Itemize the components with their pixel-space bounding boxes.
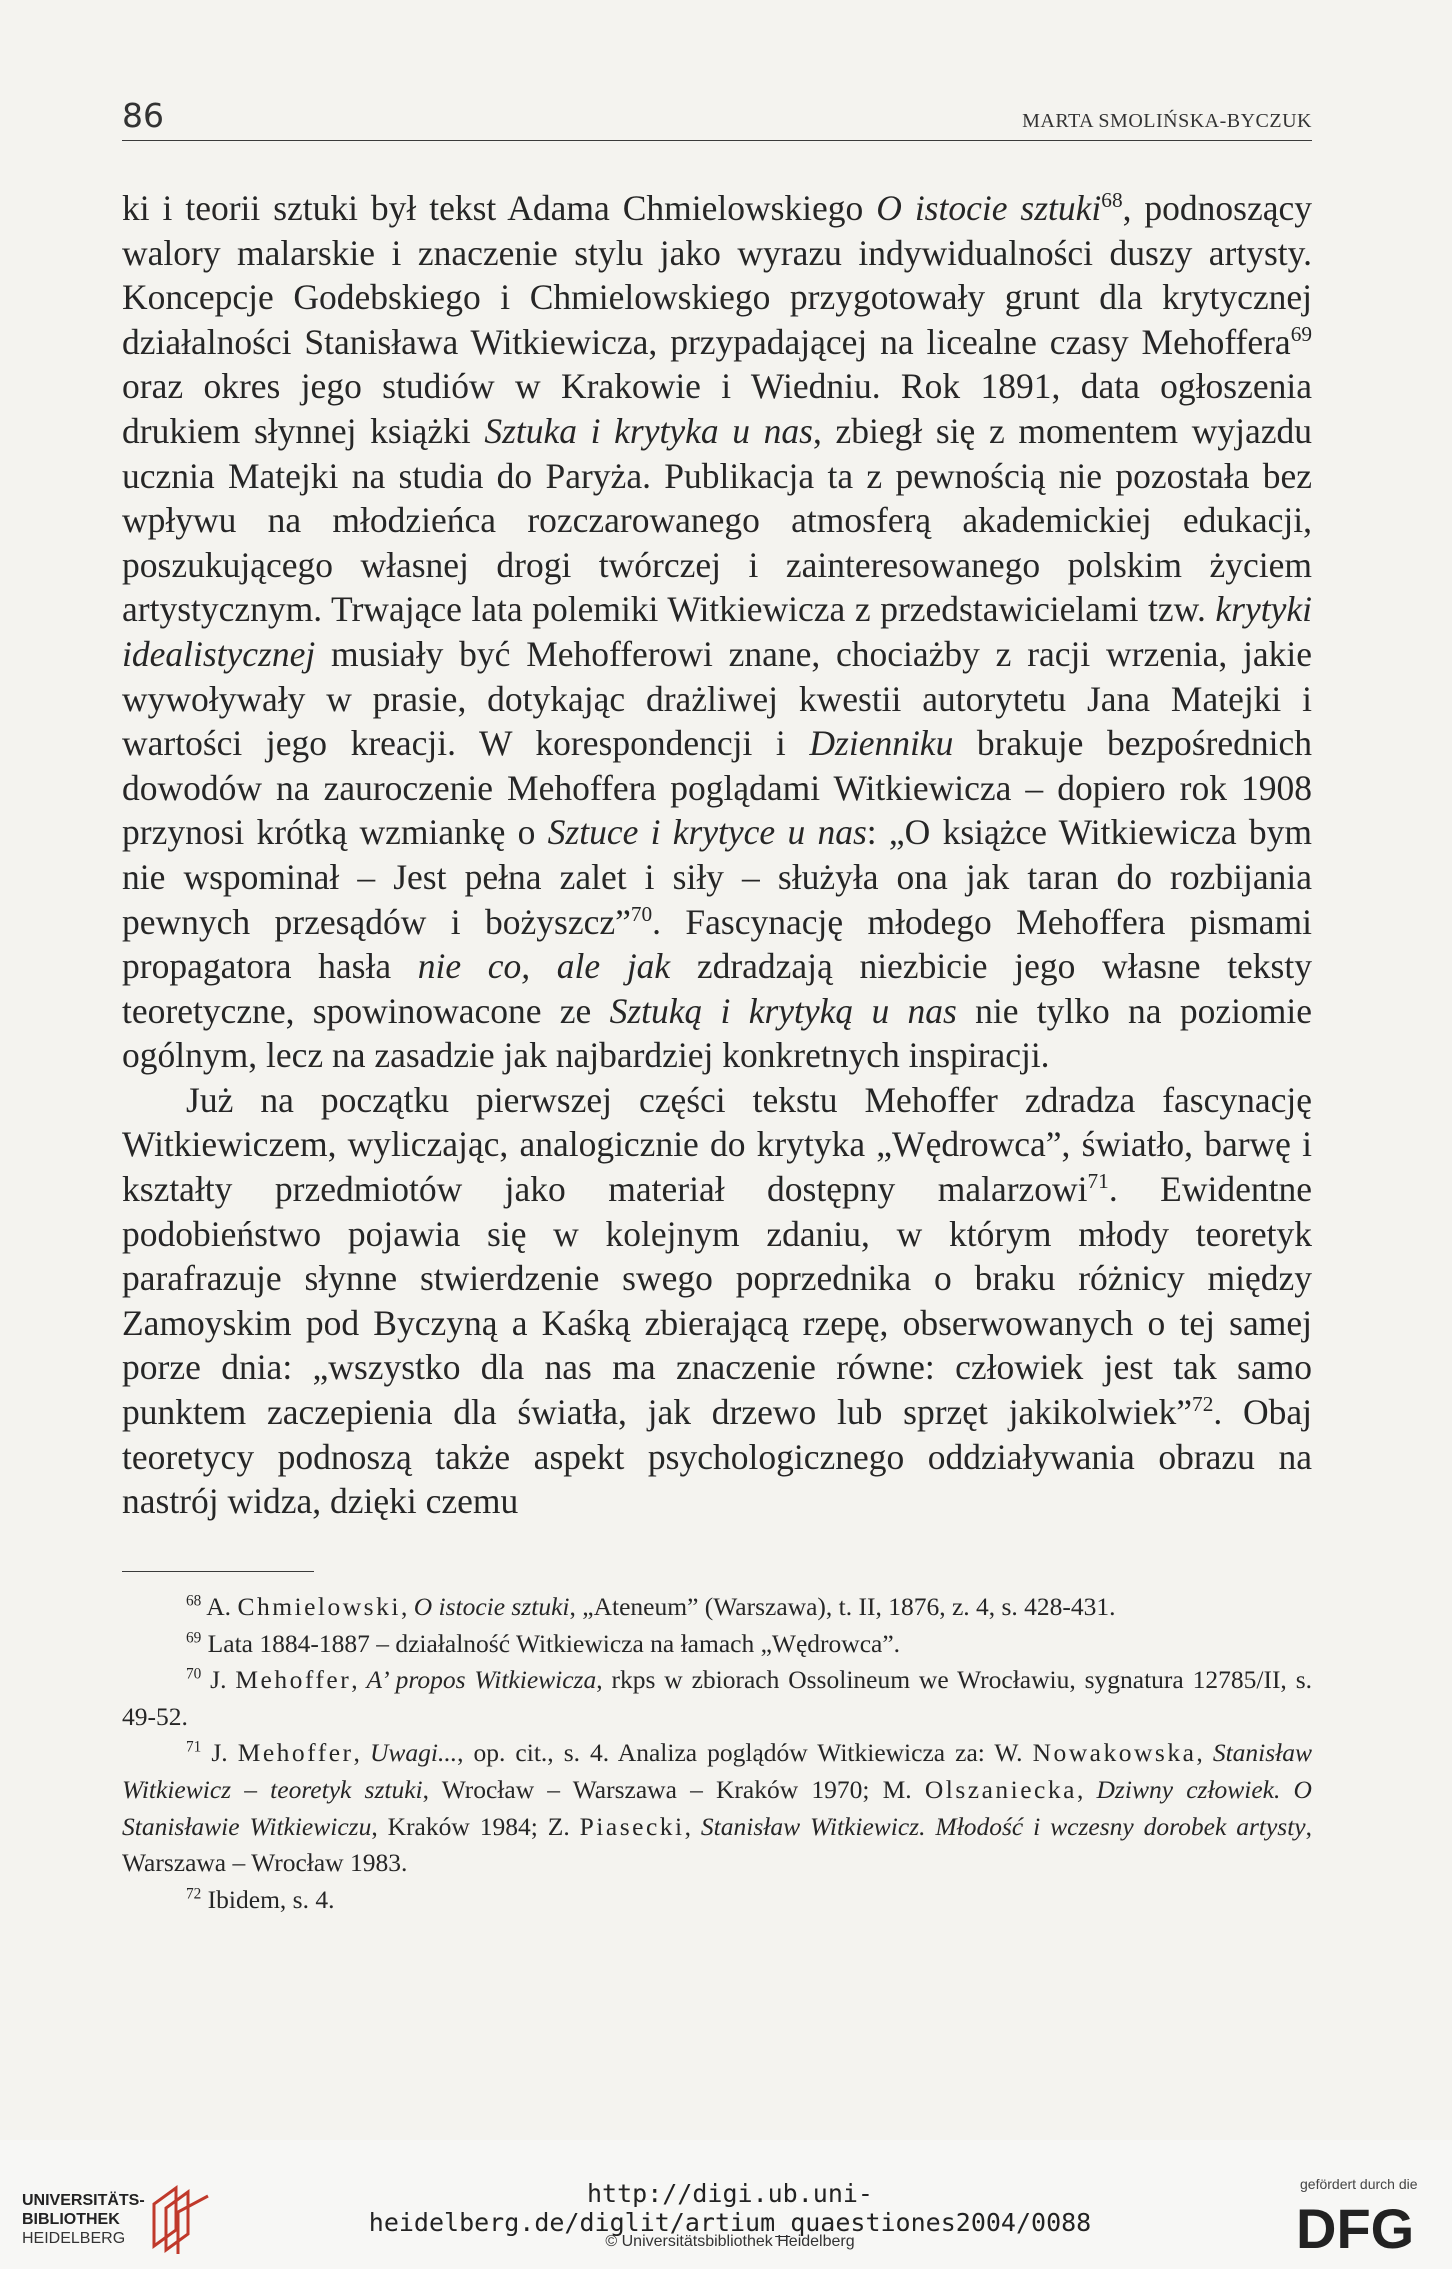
footnote-ref-72[interactable]: 72 [1192, 1392, 1214, 1417]
library-name: UNIVERSITÄTS- BIBLIOTHEK HEIDELBERG [22, 2192, 145, 2247]
library-logo-icon [146, 2176, 216, 2256]
footnote-69: $^{69}$ Lata 1884-1887 – działalność Witkiewicza na łamach „Wędrowca”. [186, 1628, 901, 1658]
funding-label: gefördert durch die [1300, 2176, 1418, 2192]
paragraph-1: ki i teorii sztuki był tekst Adama Chmielowskiego O istocie sztuki$^{68}$, podnoszący walory malarskie i znaczenie stylu jako wyrazu indywidualności duszy artysty. Koncepcje Godebskiego i Chmielowskiego przygotowały grunt dla krytycznej działalności Stanisława Witkiewicza, przypadającej na licealne czasy Mehoffera$^{69}$ oraz okres jego studiów w Krakowie i Wiedniu. Rok 1891, data ogłoszenia drukiem słynnej książki Sztuka i krytyka u nas, zbiegł się z momentem wyjazdu ucznia Matejki na studia do Paryża. Publikacja ta z pewnością nie pozostała bez wpływu na młodzieńca rozczarowanego atmosferą akademickiej edukacji, poszukującego własnej drogi twórczej i zainteresowanego polskim życiem artystycznym. Trwające lata polemiki Witkiewicza z przedstawicielami tzw. krytyki idealistycznej musiały być Mehofferowi znane, chociażby z racji wrzenia, jakie wywoływały w prasie, dotykając drażliwej kwestii autorytetu Jana Matejki i wartości jego kreacji. W korespondencji i Dzienniku brakuje bezpośrednich dowodów na zauroczenie Mehoffera poglądami Witkiewicza – dopiero rok 1908 przynosi krótką wzmiankę o Sztuce i krytyce u nas: „O książce Witkiewicza bym nie wspominał – Jest pełna zalet i siły – służyła ona jak taran do rozbijania pewnych przesądów i bożyszcz”$^{70}$. Fascynację młodego Mehoffera pismami propagatora hasła nie co, ale jak zdradzają niezbicie jego własne teksty teoretyczne, spowinowacone ze Sztuką i krytyką u nas nie tylko na poziomie ogólnym, lecz na zasadzie jak najbardziej konkretnych inspiracji. [122, 188, 1312, 1076]
footnote-72: $^{72}$ Ibidem, s. 4. [186, 1884, 335, 1914]
footnote-71: $^{71}$ J. Mehoffer, Uwagi..., op. cit., s. 4. Analiza poglądów Witkiewicza za: W. Nowakowska, Stanisław Witkiewicz – teoretyk sztuki, Wrocław – Warszawa – Kraków 1970; M. Olszaniecka, Dziwny człowiek. O Stanisławie Witkiewiczu, Kraków 1984; Z. Piasecki, Stanisław Witkiewicz. Młodość i wczesny dorobek artysty, Warszawa – Wrocław 1983. [122, 1738, 1312, 1878]
paragraph-2: Już na początku pierwszej części tekstu Mehoffer zdradza fascynację Witkiewiczem, wyliczając, analogicznie do krytyka „Wędrowca”, światło, barwę i kształty przedmiotów jako materiał dostępny malarzowi$^{71}$. Ewidentne podobieństwo pojawia się w kolejnym zdaniu, w którym młody teoretyk parafrazuje słynne stwierdzenie swego poprzednika o braku różnicy między Zamoyskim pod Byczyną a Kaśką zbierającą rzepę, obserwowanych o tej samej porze dnia: „wszystko dla nas ma znaczenie równe: człowiek jest tak samo punktem zaczepienia dla światła, jak drzewo lub sprzęt jakikolwiek”$^{72}$. Obaj teoretycy podnoszą także aspekt psychologicznego oddziaływania obrazu na nastrój widza, dzięki czemu [122, 1079, 1312, 1522]
footnote-70: $^{70}$ J. Mehoffer, A’ propos Witkiewicza, rkps w zbiorach Ossolineum we Wrocławiu, sygnatura 12785/II, s. 49-52. [122, 1665, 1312, 1731]
copyright-notice: © Universitätsbibliothek Heidelberg [605, 2233, 855, 2250]
footnotes [122, 1589, 1312, 1918]
dfg-logo-icon [1292, 2198, 1422, 2254]
page-number: 86 [122, 96, 164, 135]
svg-text:DFG: DFG [1296, 2198, 1415, 2254]
footnote-ref-69[interactable]: 69 [1290, 321, 1312, 346]
source-url-link[interactable]: http://digi.ub.uni-heidelberg.de/diglit/artium_quaestiones2004/0088 [368, 2179, 1092, 2237]
footnote-ref-70[interactable]: 70 [630, 901, 653, 926]
running-head: MARTA SMOLIŃSKA-BYCZUK [1022, 110, 1312, 132]
main-text [122, 186, 1312, 1524]
footnote-separator [122, 1571, 314, 1572]
footnote-68: $^{68}$ A. Chmielowski, O istocie sztuki, „Ateneum” (Warszawa), t. II, 1876, z. 4, s. 428-431. [186, 1592, 1116, 1621]
page-header [122, 96, 1312, 141]
footnote-ref-71[interactable]: 71 [1087, 1169, 1109, 1194]
footnote-ref-68[interactable]: 68 [1101, 188, 1123, 213]
